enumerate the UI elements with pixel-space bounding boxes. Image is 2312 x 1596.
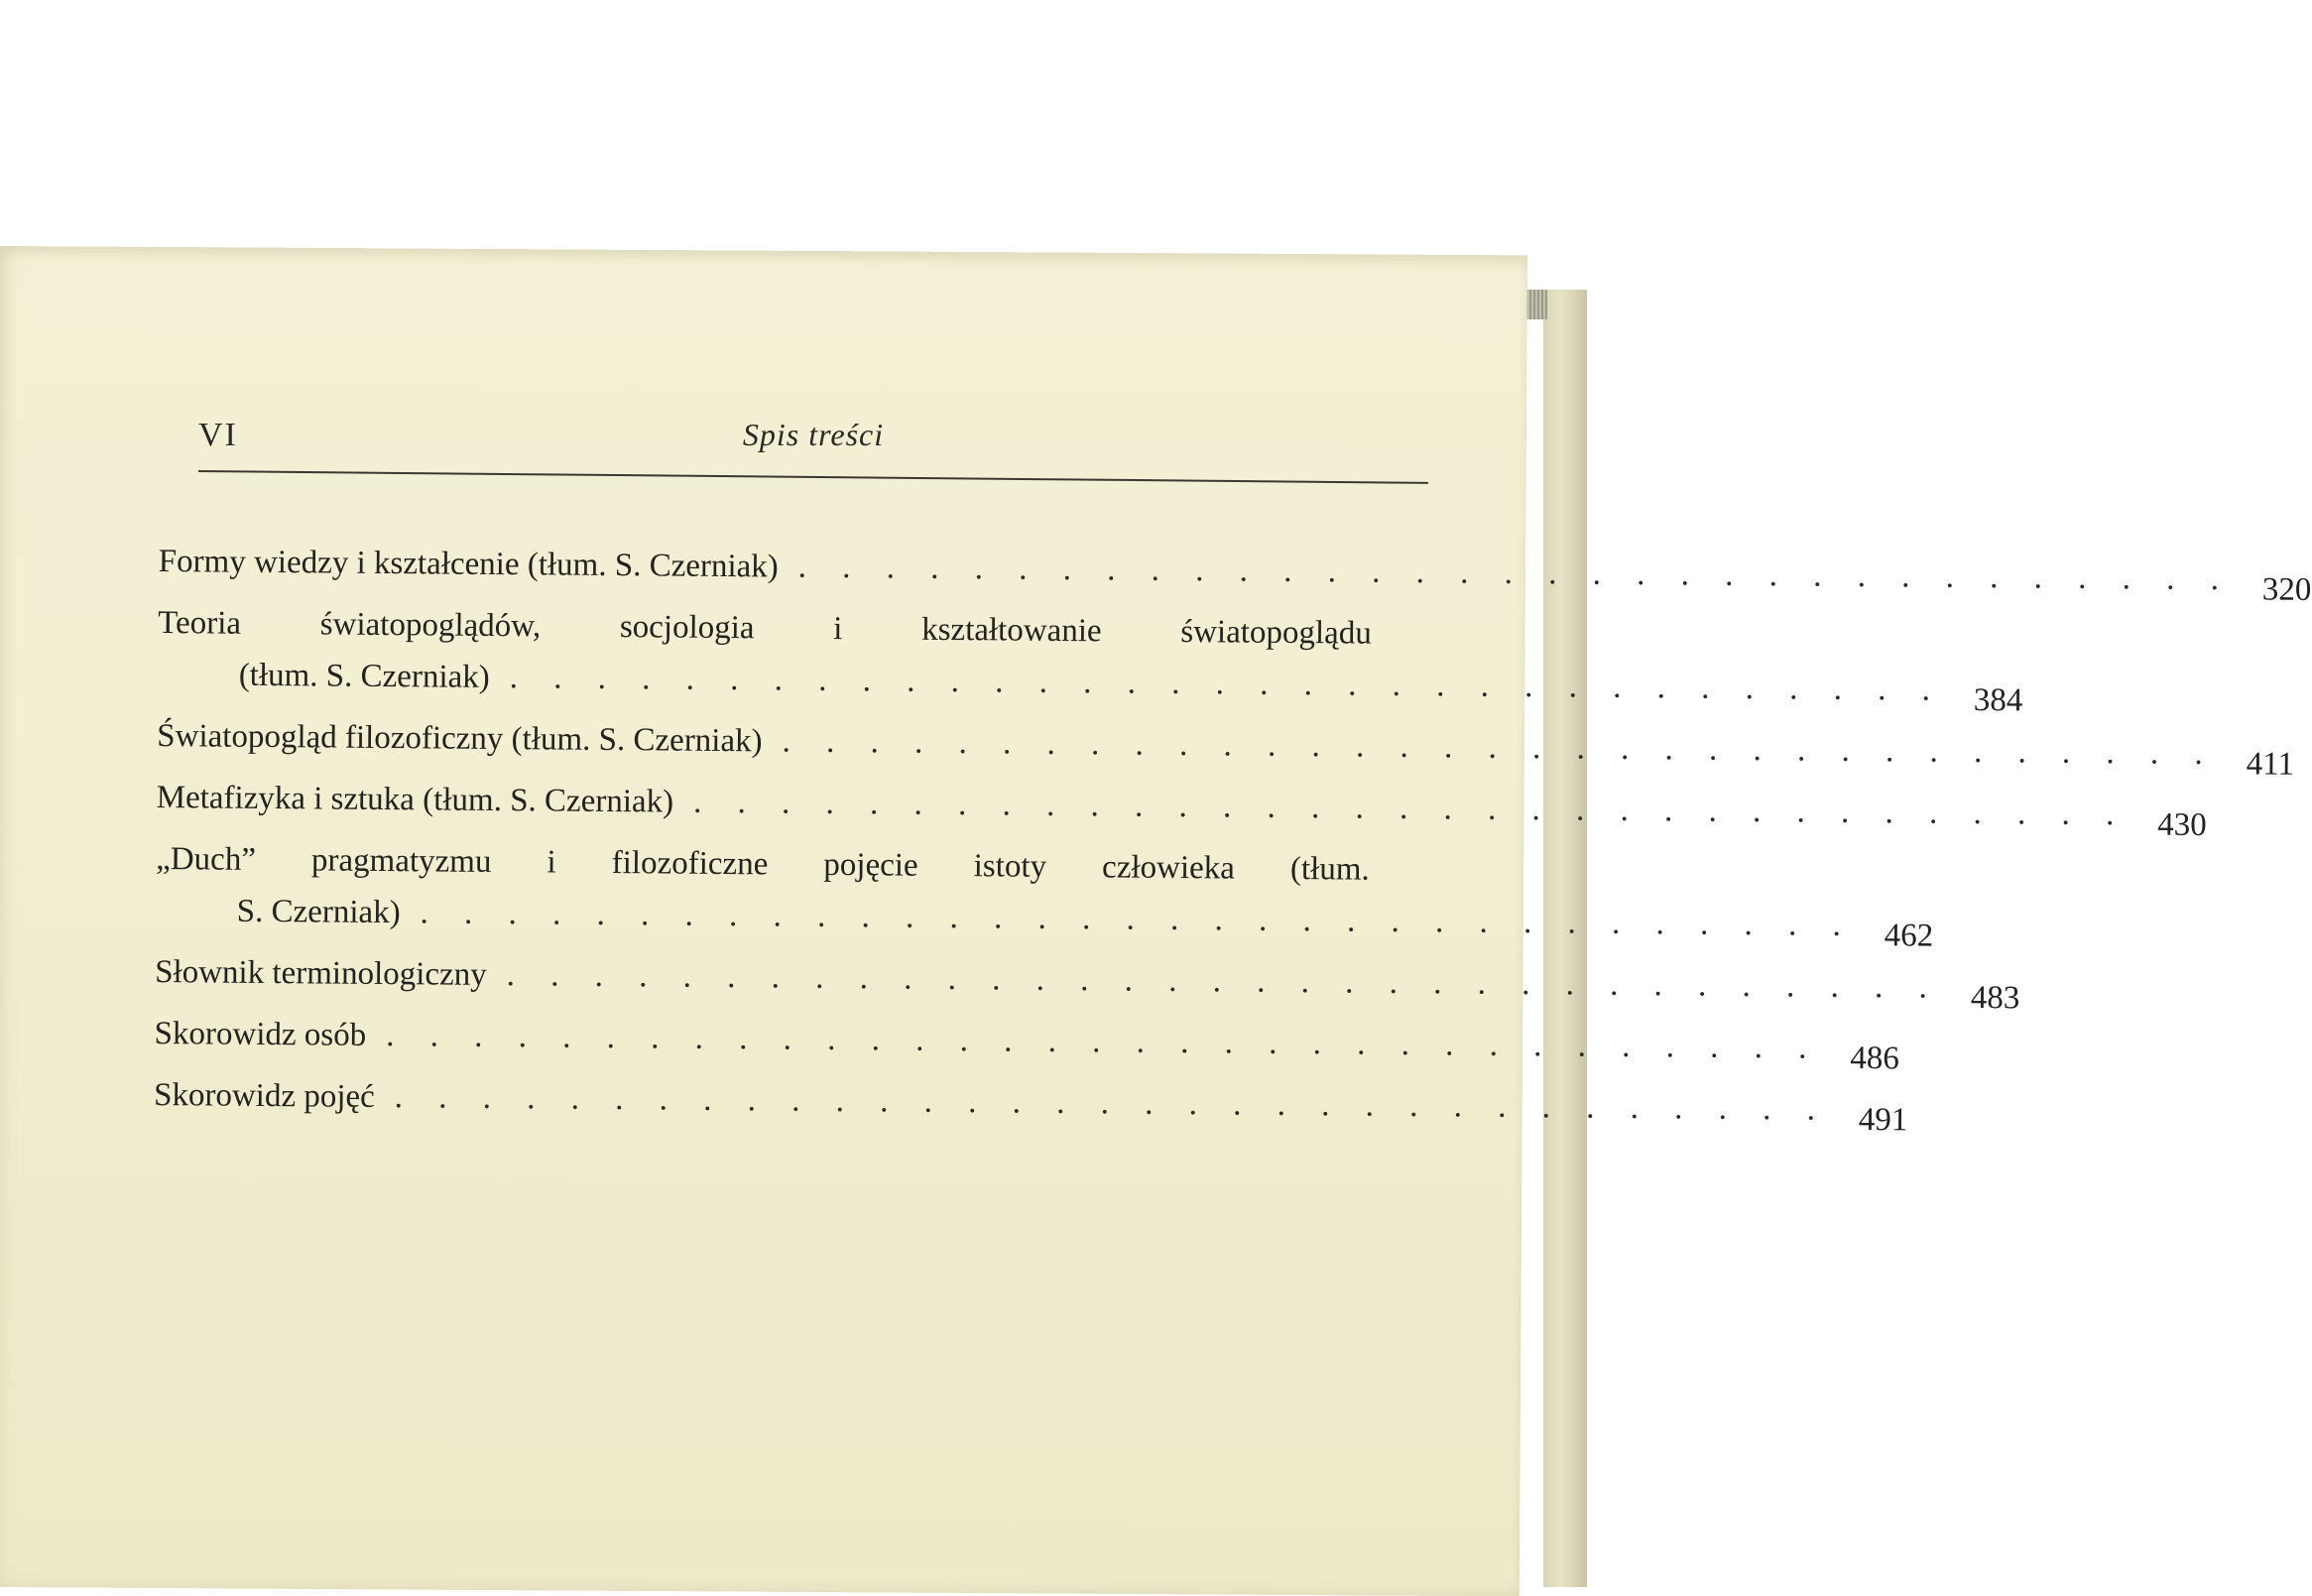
toc-entry-title: Skorowidz pojęć	[153, 1076, 375, 1115]
toc-entry-title-continuation: (tłum. S. Czerniak)	[238, 657, 490, 695]
leader-dots: . . . . . . . . . . . . . . . . . . . . . . . . . . . . . . . . .	[420, 895, 1855, 943]
leader-dots: . . . . . . . . . . . . . . . . . . . . . . . . . . . . . . . . .	[797, 549, 2234, 598]
toc-entry[interactable]	[153, 1069, 1908, 1139]
toc-entry[interactable]	[157, 710, 2295, 783]
leader-dots: . . . . . . . . . . . . . . . . . . . . . . . . . . . . . . . . .	[386, 1018, 1821, 1066]
toc-entry-title: Słownik terminologiczny	[155, 953, 487, 993]
toc-entry-title: Teoria światopoglądów, socjologia i kształtowanie światopoglądu	[158, 604, 1372, 652]
toc-entry-page: 384	[1973, 681, 2023, 719]
section-title: Spis treści	[742, 417, 885, 452]
toc-entry-title: „Duch” pragmatyzmu i filozoficzne pojęcie istoty człowieka (tłum.	[155, 840, 1370, 888]
table-of-contents	[153, 536, 2312, 1142]
toc-entry-page: 320	[2261, 571, 2312, 608]
toc-entry-page: 430	[2157, 806, 2207, 844]
toc-entry-title: Formy wiedzy i kształcenie (tłum. S. Czerniak)	[158, 543, 779, 585]
running-head	[198, 417, 1428, 456]
toc-entry-page: 483	[1970, 979, 2020, 1017]
page-folio: VI	[198, 417, 238, 453]
toc-entry-title: Światopogląd filozoficzny (tłum. S. Czerniak)	[157, 717, 763, 760]
toc-entry-title: Skorowidz osób	[154, 1015, 367, 1053]
toc-entry[interactable]	[155, 833, 1934, 954]
toc-entry[interactable]	[158, 597, 2023, 719]
toc-entry-title-continuation: S. Czerniak)	[236, 893, 401, 931]
toc-entry-page: 462	[1884, 918, 1934, 954]
leader-dots: . . . . . . . . . . . . . . . . . . . . . . . . . . . . . . . . .	[506, 957, 1942, 1006]
toc-entry-title: Metafizyka i sztuka (tłum. S. Czerniak)	[156, 779, 674, 820]
leader-dots: . . . . . . . . . . . . . . . . . . . . . . . . . . . . . . . . .	[509, 660, 1945, 708]
toc-entry[interactable]	[154, 1008, 1899, 1077]
toc-entry-page: 411	[2246, 746, 2295, 783]
toc-entry[interactable]	[158, 536, 2312, 608]
toc-entry-page: 486	[1850, 1040, 1899, 1077]
toc-entry[interactable]	[155, 946, 2020, 1017]
leader-dots: . . . . . . . . . . . . . . . . . . . . . . . . . . . . . . . . .	[692, 784, 2129, 833]
leader-dots: . . . . . . . . . . . . . . . . . . . . . . . . . . . . . . . . .	[394, 1079, 1830, 1128]
toc-entry[interactable]	[156, 772, 2207, 844]
leader-dots: . . . . . . . . . . . . . . . . . . . . . . . . . . . . . . . . .	[782, 723, 2217, 773]
toc-entry-page: 491	[1858, 1101, 1908, 1139]
